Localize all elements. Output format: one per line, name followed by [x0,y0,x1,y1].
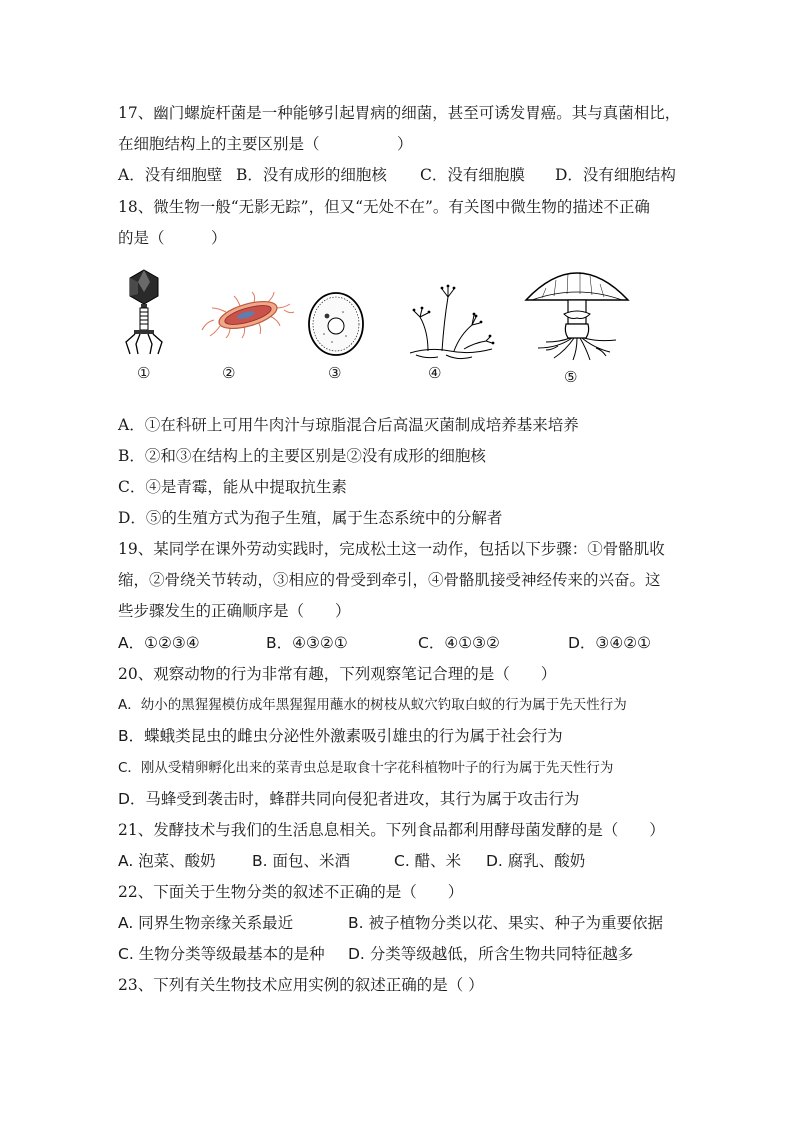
q20-stem: 20、观察动物的行为非常有趣，下列观察笔记合理的是（ ） [118,665,557,683]
q23-stem: 23、下列有关生物技术应用实例的叙述正确的是（ ） [118,976,484,994]
q19-option-b: B．④③②① [266,634,348,652]
figure-label-3: ③ [328,364,342,382]
q21-option-b: B. 面包、米酒 [252,852,350,870]
q19-option-d: D．③④②① [568,634,652,652]
q17-option-d: D．没有细胞结构 [555,166,676,184]
q19-option-c: C．④①③② [418,634,500,652]
q17-stem-line2: 在细胞结构上的主要区别是（ ） [118,135,413,153]
figure-label-4: ④ [428,364,442,382]
figure-label-5: ⑤ [564,368,578,386]
q18-stem-line1: 18、微生物一般“无影无踪”，但又“无处不在”。有关图中微生物的描述不正确 [118,198,650,216]
q17-option-c: C．没有细胞膜 [420,166,525,184]
q22-option-b: B. 被子植物分类以花、果实、种子为重要依据 [348,914,663,932]
q22-option-c: C. 生物分类等级最基本的是种 [118,945,325,963]
figure-label-2: ② [222,364,236,382]
q21-option-c: C. 醋、米 [394,852,462,870]
q18-option-b: B．②和③在结构上的主要区别是②没有成形的细胞核 [118,447,486,465]
q17-option-a: A．没有细胞壁 [118,166,223,184]
q18-option-d: D．⑤的生殖方式为孢子生殖，属于生态系统中的分解者 [118,509,503,527]
q19-option-a: A．①②③④ [118,634,200,652]
q22-option-a: A. 同界生物亲缘关系最近 [118,914,294,932]
q19-stem-line1: 19、某同学在课外劳动实践时，完成松土这一动作，包括以下步骤：①骨骼肌收 [118,540,665,558]
q22-stem: 22、下面关于生物分类的叙述不正确的是（ ） [118,883,464,901]
q21-option-a: A. 泡菜、酸奶 [118,852,216,870]
yeast-cell-figure [306,290,366,358]
q21-stem: 21、发酵技术与我们的生活息息相关。下列食品都利用酵母菌发酵的是（ ） [118,821,665,839]
bacterium-figure [200,290,296,340]
q20-option-a: A．幼小的黑猩猩模仿成年黑猩猩用蘸水的树枝从蚁穴钓取白蚁的行为属于先天性行为 [118,697,627,713]
q19-stem-line2: 缩，②骨绕关节转动，③相应的骨受到牵引，④骨骼肌接受神经传来的兴奋。这 [118,571,661,589]
q17-option-b: B．没有成形的细胞核 [236,166,387,184]
mushroom-figure [522,258,632,364]
q21-option-d: D. 腐乳、酸奶 [486,852,586,870]
q22-option-d: D. 分类等级越低，所含生物共同特征越多 [348,945,634,963]
q18-option-c: C．④是青霉，能从中提取抗生素 [118,478,347,496]
q18-stem-line2: 的是（ ） [118,229,227,247]
q19-stem-line3: 些步骤发生的正确顺序是（ ） [118,602,351,620]
q20-option-b: B．蝶蛾类昆虫的雌虫分泌性外激素吸引雄虫的行为属于社会行为 [118,727,563,745]
q17-stem-line1: 17、幽门螺旋杆菌是一种能够引起胃病的细菌，甚至可诱发胃癌。其与真菌相比， [118,104,681,122]
figure-label-1: ① [137,364,151,382]
q18-option-a: A．①在科研上可用牛肉汁与琼脂混合后高温灭菌制成培养基来培养 [118,416,579,434]
q20-option-c: C．刚从受精卵孵化出来的菜青虫总是取食十字花科植物叶子的行为属于先天性行为 [118,760,614,776]
bacteriophage-figure [120,268,168,356]
q20-option-d: D．马蜂受到袭击时，蜂群共同向侵犯者进攻，其行为属于攻击行为 [118,790,580,808]
penicillium-figure [406,283,496,363]
